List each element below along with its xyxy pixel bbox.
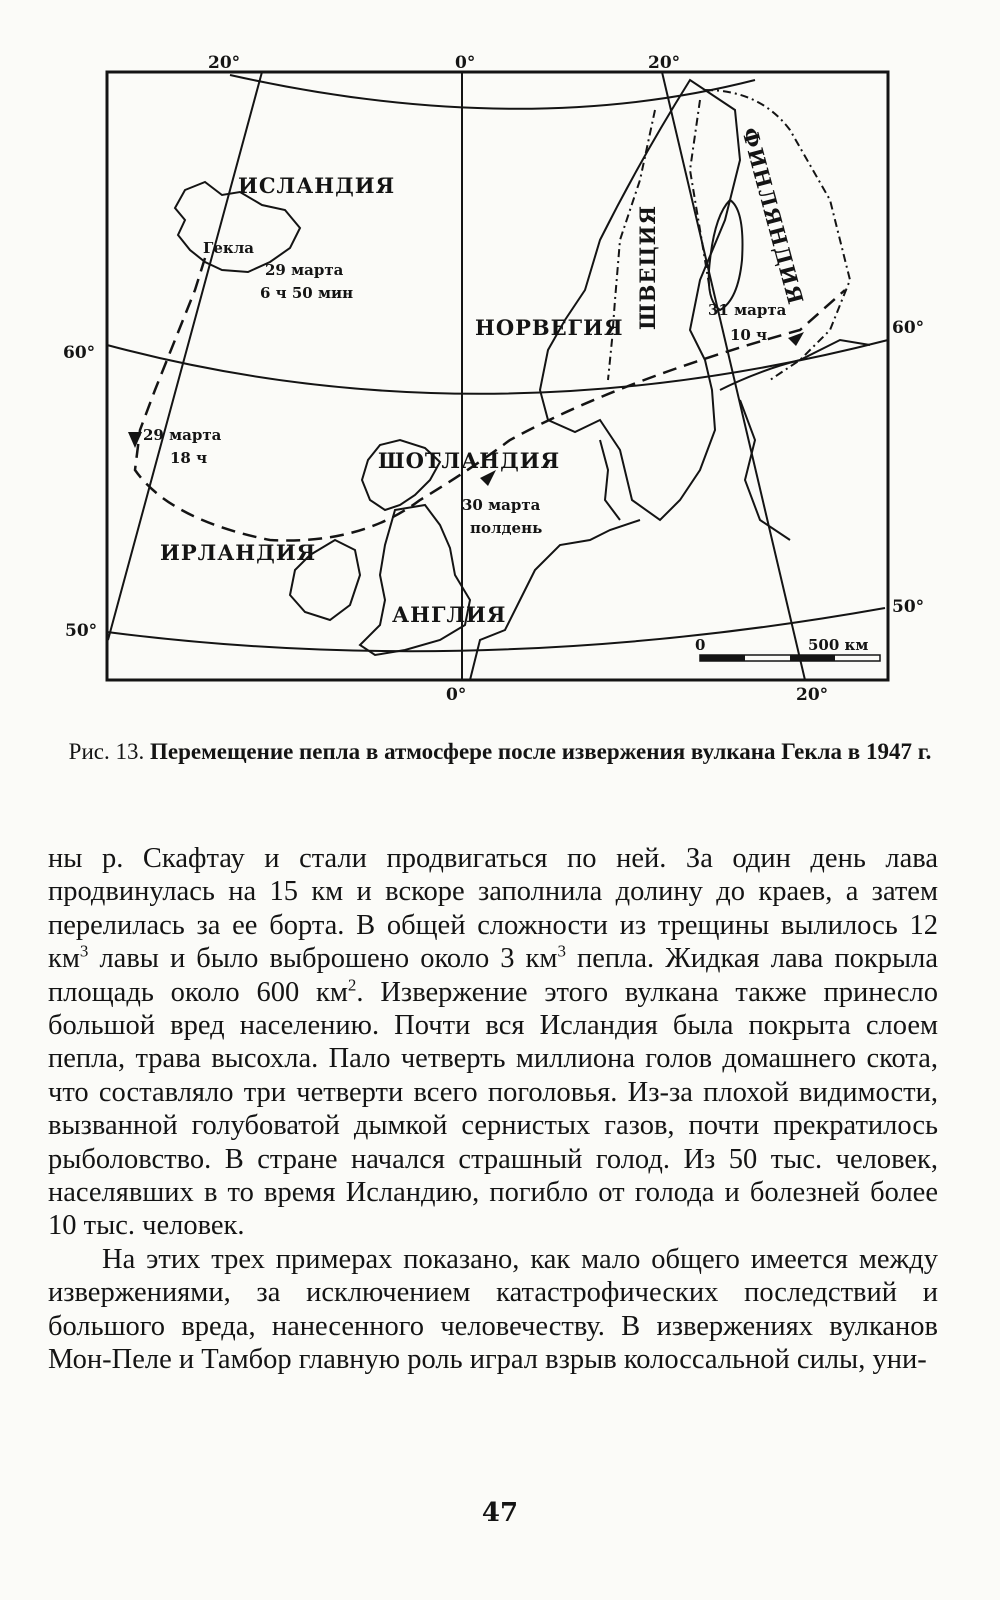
- deg-top-mid: 0°: [455, 53, 476, 73]
- scale-start: 0: [695, 636, 706, 654]
- point4-time: 10 ч: [730, 326, 768, 344]
- ash-dispersion-map: [0, 0, 1000, 730]
- label-ireland: ИРЛАНДИЯ: [160, 540, 317, 565]
- p1-part-b: лавы и было выброшено около 3 км: [88, 943, 558, 975]
- point2-date: 29 марта: [143, 426, 222, 444]
- deg-bottom-mid: 0°: [446, 685, 467, 705]
- england-outline: [360, 505, 470, 655]
- scale-end: 500 км: [808, 636, 869, 654]
- label-england: АНГЛИЯ: [392, 602, 507, 627]
- page-number: 47: [481, 1498, 519, 1528]
- arrow-northeast: [788, 332, 804, 346]
- p1-part-c: пепла. Жидкая лава покрыла площадь около 600 км: [48, 943, 938, 1008]
- figure-caption-text: Перемещение пепла в атмосфере после извержения вулкана Гекла в 1947 г.: [149, 739, 932, 764]
- point3-date: 30 марта: [462, 496, 541, 514]
- deg-top-right: 20°: [648, 53, 681, 73]
- deg-left-50: 50°: [65, 621, 98, 641]
- p1-part-d: . Извержение этого вулкана также принесло большой вред населению. Почти вся Исландия была покрыта слоем пепла, трава высохла. Пало четверть миллиона голов домашнего скота, что составляло три четверти всего поголовья. Из-за плохой видимости, вызванной голубоватой дымкой сернистых газов, почти прекратилось рыболовство. В стране начался страшный голод. Из 50 тыс. человек, населявших в то время Исландию, погибло от голода и болезней более 10 тыс. человек.: [48, 976, 938, 1242]
- deg-left-60: 60°: [63, 343, 96, 363]
- sup-square: 2: [347, 975, 357, 995]
- point1-time: 6 ч 50 мин: [260, 284, 354, 302]
- figure-number: Рис. 13.: [68, 739, 145, 764]
- point1-date: 29 марта: [265, 261, 344, 279]
- arrow-south: [128, 432, 142, 448]
- sup-cubic-2: 3: [557, 941, 566, 961]
- point2-time: 18 ч: [170, 449, 208, 467]
- body-text: [48, 842, 938, 1377]
- scale-bar: [695, 636, 880, 661]
- label-scotland: ШОТЛАНДИЯ: [378, 448, 561, 473]
- label-sweden: ШВЕЦИЯ: [635, 204, 660, 330]
- deg-right-50: 50°: [892, 597, 925, 617]
- label-norway: НОРВЕГИЯ: [475, 315, 624, 340]
- deg-top-left: 20°: [208, 53, 241, 73]
- paragraph-2: На этих трех примерах показано, как мало общего имеется между извержениями, за исключением катастрофических последствий и большого вреда, нанесенного человечеству. В извержениях вулканов Мон-Пеле и Тамбор главную роль играл взрыв колоссальной силы, уни-: [48, 1243, 938, 1376]
- label-hekla: Гекла: [203, 239, 255, 257]
- deg-bottom-right: 20°: [796, 685, 829, 705]
- figure-caption: [50, 738, 950, 766]
- p1-part-a: ны р. Скафтау и стали продвигаться по ней. За один день лава продвинулась на 15 км и вскоре заполнила долину до краев, а затем перелилась за ее борта. В общей сложности из трещины вылилось 12 км: [48, 843, 938, 975]
- paragraph-1: [48, 842, 938, 1243]
- deg-right-60: 60°: [892, 318, 925, 338]
- label-finland: ФИНЛЯНДИЯ: [737, 124, 809, 308]
- sup-cubic-1: 3: [79, 941, 89, 961]
- point4-date: 31 марта: [708, 301, 787, 319]
- point3-time: полдень: [470, 519, 543, 537]
- label-iceland: ИСЛАНДИЯ: [238, 173, 396, 198]
